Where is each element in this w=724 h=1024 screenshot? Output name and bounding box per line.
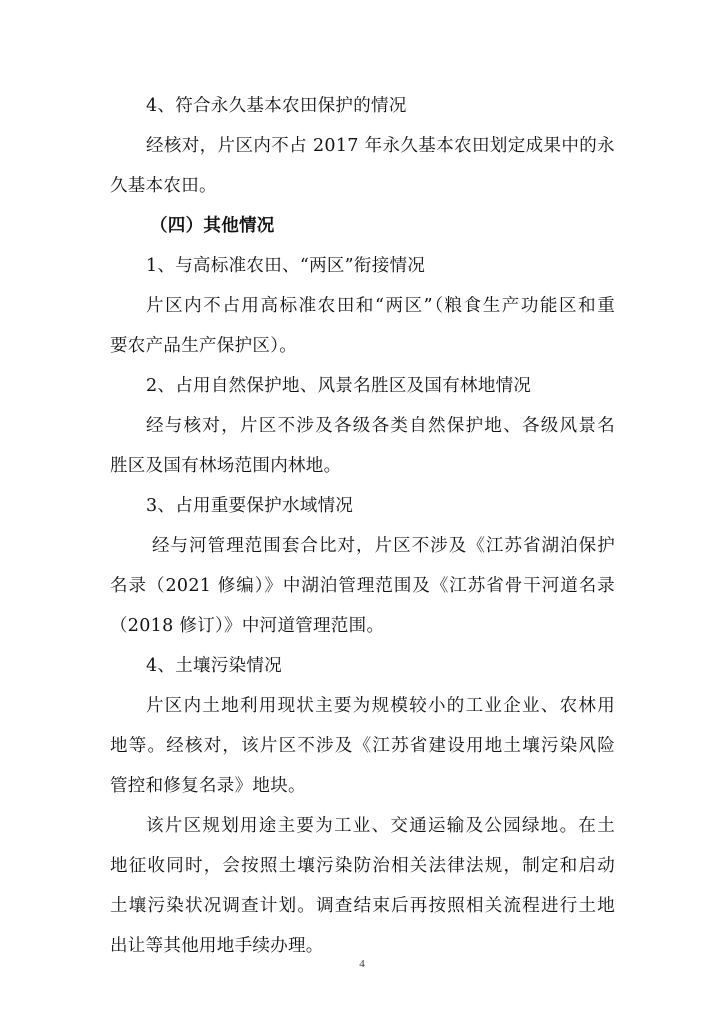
paragraph-line: 久基本农田。: [110, 176, 217, 196]
item-heading-1: 1、与高标准农田、“两区”衔接情况: [146, 256, 426, 276]
paragraph-line: 名录（2021 修编）》中湖泊管理范围及《江苏省骨干河道名录: [110, 576, 615, 596]
paragraph-line: 经与河管理范围套合比对，片区不涉及《江苏省湖泊保护: [152, 536, 615, 556]
paragraph-line: 管控和修复名录》地块。: [110, 776, 306, 796]
paragraph-line: 经核对，片区内不占 2017 年永久基本农田划定成果中的永: [146, 136, 615, 156]
section-heading-other: （四）其他情况: [150, 216, 275, 236]
paragraph-line: 胜区及国有林场范围内林地。: [110, 456, 342, 476]
paragraph-line: 片区内不占用高标准农田和“两区”（粮食生产功能区和重: [146, 296, 615, 316]
item-heading-4-farmland: 4、符合永久基本农田保护的情况: [146, 96, 407, 116]
item-heading-2: 2、占用自然保护地、风景名胜区及国有林地情况: [146, 376, 532, 396]
paragraph-line: 经与核对，片区不涉及各级各类自然保护地、各级风景名: [146, 416, 615, 436]
page-number: 4: [359, 958, 365, 970]
paragraph-line: 该片区规划用途主要为工业、交通运输及公园绿地。在土: [146, 816, 615, 836]
item-heading-4-soil: 4、土壤污染情况: [146, 656, 283, 676]
item-heading-3: 3、占用重要保护水域情况: [146, 496, 354, 516]
paragraph-line: 地征收同时，会按照土壤污染防治相关法律法规，制定和启动: [110, 856, 615, 876]
paragraph-line: 出让等其他用地手续办理。: [110, 936, 324, 956]
paragraph-line: 要农产品生产保护区）。: [110, 336, 298, 356]
paragraph-line: 地等。经核对，该片区不涉及《江苏省建设用地土壤污染风险: [110, 736, 615, 756]
paragraph-line: 片区内土地利用现状主要为规模较小的工业企业、农林用: [146, 696, 615, 716]
paragraph-line: （2018 修订）》中河道管理范围。: [110, 616, 385, 636]
paragraph-line: 土壤污染状况调查计划。调查结束后再按照相关流程进行土地: [110, 896, 615, 916]
